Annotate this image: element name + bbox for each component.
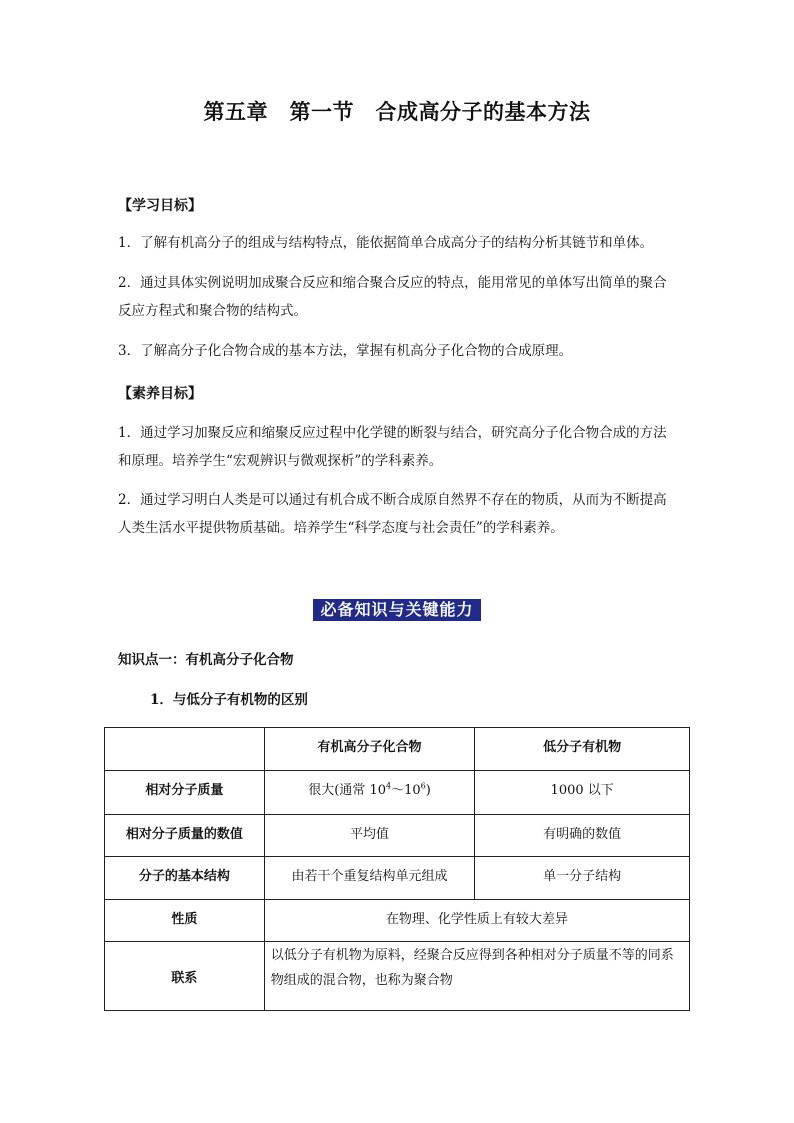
table-cell: 平均值 [264, 815, 475, 857]
section-banner: 必备知识与关键能力 [313, 599, 481, 621]
literacy-goals-heading: 【素养目标】 [118, 386, 202, 402]
literacy-goal-2: 2．通过学习明白人类是可以通过有机合成不断合成原自然界不存在的物质，从而为不断提高人类生活水平提供物质基础。培养学生“科学态度与社会责任”的学科素养。 [118, 492, 667, 536]
learning-goals-heading: 【学习目标】 [118, 198, 202, 214]
table-row [105, 857, 690, 900]
table-row [105, 728, 690, 771]
row-label: 相对分子质量的数值 [105, 815, 265, 857]
learning-goal-2: 2．通过具体实例说明加成聚合反应和缩合聚合反应的特点，能用常见的单体写出简单的聚合反应方程式和聚合物的结构式。 [118, 275, 667, 319]
row-label: 联系 [105, 942, 265, 1011]
knowledge-point-heading: 知识点一：有机高分子化合物 [118, 652, 294, 668]
table-row [105, 942, 690, 1011]
comparison-table [104, 727, 690, 1011]
table-cell: 在物理、化学性质上有较大差异 [264, 900, 689, 942]
table-cell: 单一分子结构 [475, 857, 690, 900]
subheading: 1．与低分子有机物的区别 [150, 692, 308, 708]
table-header-empty [105, 728, 265, 771]
table-cell: 很大(通常 $10^4\sim 10^6$) [264, 771, 475, 815]
table-cell: 有明确的数值 [475, 815, 690, 857]
page-title: 第五章 第一节 合成高分子的基本方法 [203, 99, 591, 124]
row-label: 相对分子质量 [105, 771, 265, 815]
row-label: 分子的基本结构 [105, 857, 265, 900]
learning-goal-3: 3．了解高分子化合物合成的基本方法，掌握有机高分子化合物的合成原理。 [118, 343, 573, 359]
literacy-goal-1: 1．通过学习加聚反应和缩聚反应过程中化学键的断裂与结合，研究高分子化合物合成的方法和原理。培养学生“宏观辨识与微观探析”的学科素养。 [118, 425, 667, 469]
table-cell: 以低分子有机物为原料，经聚合反应得到各种相对分子质量不等的同系物组成的混合物，也称为聚合物 [264, 942, 689, 1011]
table-row [105, 900, 690, 942]
table-header-polymer: 有机高分子化合物 [264, 728, 475, 771]
row-label: 性质 [105, 900, 265, 942]
table-cell: 由若干个重复结构单元组成 [264, 857, 475, 900]
learning-goal-1: 1．了解有机高分子的组成与结构特点，能依据简单合成高分子的结构分析其链节和单体。 [118, 235, 654, 251]
table-row [105, 815, 690, 857]
table-header-small-molecule: 低分子有机物 [475, 728, 690, 771]
table-row [105, 771, 690, 815]
table-cell: 1000 以下 [475, 771, 690, 815]
